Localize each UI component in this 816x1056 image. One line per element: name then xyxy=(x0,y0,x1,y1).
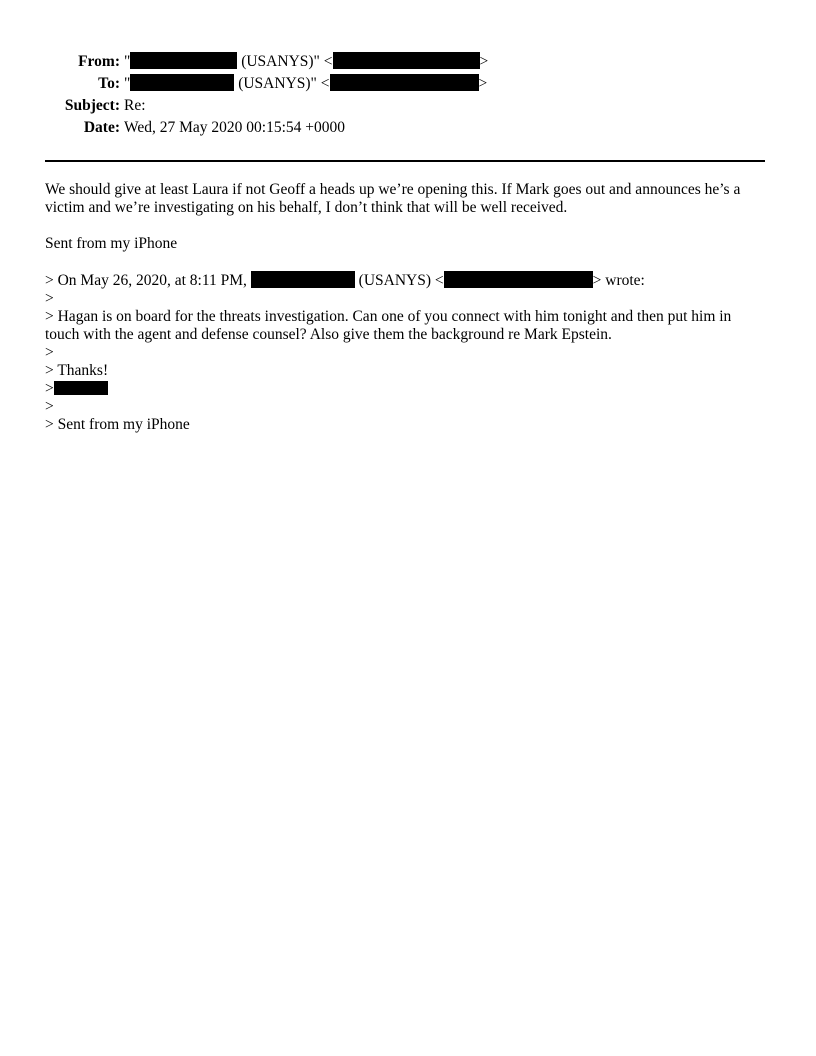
redaction-block xyxy=(251,271,355,288)
date-row xyxy=(0,117,816,139)
quote-signature: > Sent from my iPhone xyxy=(45,416,190,433)
email-body xyxy=(45,181,769,434)
redaction-block xyxy=(333,52,480,69)
quote-message: > Hagan is on board for the threats investigation. Can one of you connect with him tonight and then put him in touch with the agent and defense counsel? Also give them the background re Mark Epstein. xyxy=(45,308,732,343)
subject-row xyxy=(0,95,816,117)
redaction-block xyxy=(130,52,237,69)
signature-line: Sent from my iPhone xyxy=(45,235,178,252)
quote-intro-post: > wrote: xyxy=(592,272,645,289)
quote-blank-line: > xyxy=(45,344,54,361)
to-quote: " xyxy=(124,75,131,92)
header-divider xyxy=(45,160,765,162)
to-org: (USANYS)" < xyxy=(238,75,330,92)
quote-prefix: > xyxy=(45,380,54,397)
from-quote: " xyxy=(124,53,131,70)
from-org: (USANYS)" < xyxy=(241,53,333,70)
date-label: Date: xyxy=(83,119,120,136)
redaction-block xyxy=(444,271,593,288)
from-close: > xyxy=(479,53,489,70)
redaction-block xyxy=(130,74,234,91)
spacer xyxy=(45,253,769,271)
to-value xyxy=(124,73,487,95)
quote-thanks: > Thanks! xyxy=(45,362,109,379)
from-row xyxy=(0,51,816,73)
to-close: > xyxy=(478,75,488,92)
to-row xyxy=(0,73,816,95)
from-value xyxy=(124,51,488,73)
redaction-block xyxy=(330,74,479,91)
subject-label: Subject: xyxy=(64,97,120,114)
date-value: Wed, 27 May 2020 00:15:54 +0000 xyxy=(124,119,346,136)
body-paragraph: We should give at least Laura if not Geoff a heads up we’re opening this. If Mark goes out and announces he’s a victim and we’re investigating on his behalf, I don’t think that will be well received. xyxy=(45,181,741,216)
quote-sender-line xyxy=(45,380,769,398)
redaction-block xyxy=(54,381,108,395)
quote-blank-line: > xyxy=(45,398,54,415)
quote-intro xyxy=(45,271,769,290)
subject-value: Re: xyxy=(124,97,146,114)
quote-intro-pre: > On May 26, 2020, at 8:11 PM, xyxy=(45,272,247,289)
quote-intro-mid: (USANYS) < xyxy=(358,272,444,289)
spacer xyxy=(45,217,769,235)
to-label: To: xyxy=(98,75,120,92)
quote-blank-line: > xyxy=(45,290,54,307)
from-label: From: xyxy=(78,53,120,70)
